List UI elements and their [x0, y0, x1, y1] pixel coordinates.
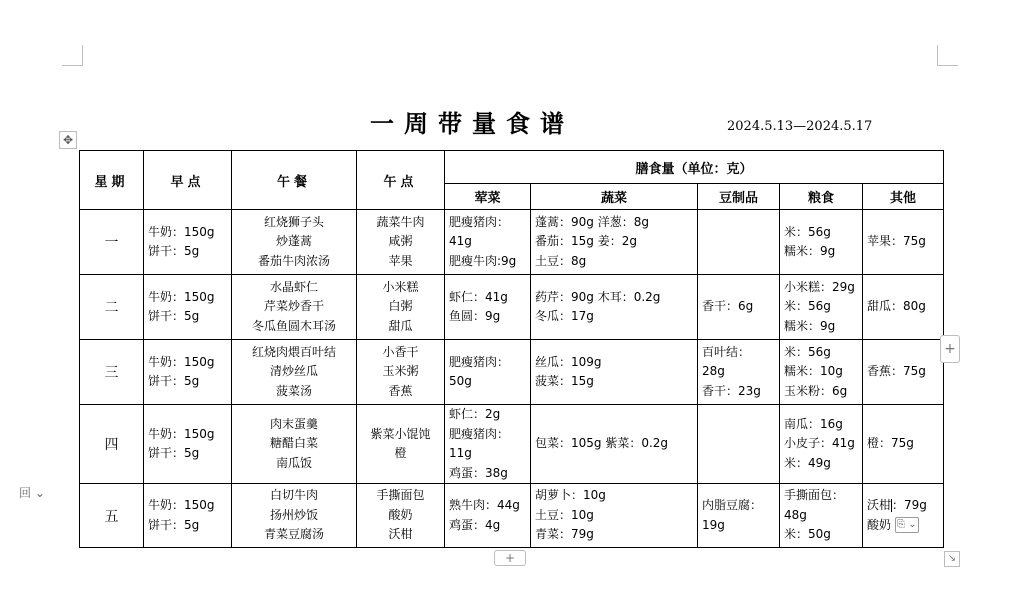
cell-line: 红烧狮子头	[263, 214, 324, 229]
cell-line: 肥瘦猪肉：	[449, 426, 510, 441]
cell-line: 菠菜：15g	[535, 374, 594, 388]
lunch-cell[interactable]	[232, 405, 357, 484]
weekly-menu-table	[79, 150, 944, 548]
cell-line: 甜瓜：80g	[867, 299, 926, 314]
snack-cell[interactable]	[357, 405, 445, 484]
breakfast-cell[interactable]	[144, 405, 232, 484]
cell-line: 糯米：9g	[784, 244, 836, 258]
cell-line: 菠菜汤	[275, 383, 312, 398]
header-amount-group: 膳食量（单位：克）	[445, 151, 944, 184]
document-title: 一周带量食谱	[370, 109, 574, 138]
table-row	[80, 340, 944, 405]
cell-line: 水晶虾仁	[269, 279, 318, 294]
snack-cell[interactable]	[357, 484, 445, 548]
cell-line: 蓬蒿：90g 洋葱：8g	[535, 214, 649, 229]
header-meat: 荤菜	[445, 184, 531, 210]
cell-line: 手撕面包	[376, 488, 425, 503]
cell-line: 米：56g	[784, 224, 831, 239]
soy-cell[interactable]	[698, 340, 780, 405]
cell-line: 甜瓜	[388, 318, 413, 333]
cell-line: 小皮子：41g	[784, 436, 855, 451]
cell-line: 炒蓬蒿	[275, 234, 312, 249]
cell-line: 50g	[449, 374, 472, 388]
cell-line: 11g	[449, 446, 472, 460]
cell-line: 包菜：105g 紫菜：0.2g	[535, 436, 669, 451]
breakfast-cell[interactable]	[144, 210, 232, 275]
meat-cell[interactable]	[445, 340, 531, 405]
cell-line: 蔬菜牛肉	[376, 214, 425, 229]
cell-line: 青菜豆腐汤	[263, 527, 324, 542]
table-row	[80, 275, 944, 340]
header-day: 星期	[80, 151, 144, 210]
cell-line: 香蕉	[388, 383, 413, 398]
lunch-cell[interactable]	[232, 484, 357, 548]
table-move-icon[interactable]: ✥	[59, 131, 77, 149]
soy-cell[interactable]	[698, 405, 780, 484]
cell-line: 小米糕	[382, 279, 419, 294]
cell-line: 肥瘦牛肉:9g	[449, 253, 517, 268]
day-cell[interactable]: 四	[80, 405, 144, 484]
cell-line: 芹菜炒香干	[263, 299, 324, 314]
other-cell[interactable]	[863, 275, 944, 340]
header-grain: 粮食	[780, 184, 863, 210]
header-row-1	[80, 151, 944, 184]
add-column-button[interactable]: +	[940, 335, 960, 363]
cell-line: 玉米粉：6g	[784, 383, 848, 398]
cell-line: 鸡蛋：4g	[449, 517, 501, 532]
date-range: 2024.5.13—2024.5.17	[727, 119, 873, 134]
header-lunch: 午餐	[232, 151, 357, 210]
veg-cell[interactable]	[531, 340, 698, 405]
cell-line: 冬瓜：17g	[535, 309, 594, 323]
snack-cell[interactable]	[357, 340, 445, 405]
cell-line: 48g	[784, 507, 807, 522]
other-cell[interactable]	[863, 405, 944, 484]
soy-cell[interactable]	[698, 275, 780, 340]
cell-line: 橙：75g	[867, 436, 914, 451]
header-other: 其他	[863, 184, 944, 210]
day-cell[interactable]: 二	[80, 275, 144, 340]
other-text-b: ：79g	[892, 498, 927, 512]
grain-cell[interactable]	[780, 275, 863, 340]
grain-cell[interactable]	[780, 405, 863, 484]
cell-line: 肥瘦猪肉：	[449, 354, 510, 369]
day-cell[interactable]: 五	[80, 484, 144, 548]
header-veg: 蔬菜	[531, 184, 698, 210]
soy-cell[interactable]	[698, 210, 780, 275]
breakfast-cell[interactable]	[144, 275, 232, 340]
grain-cell[interactable]	[780, 484, 863, 548]
snack-cell[interactable]	[357, 210, 445, 275]
cell-line: 米：50g	[784, 527, 831, 542]
cell-line: 药芹：90g 木耳：0.2g	[535, 289, 661, 304]
cell-line: 米：49g	[784, 455, 831, 470]
page-corner-mark-top-left	[62, 45, 83, 66]
cell-line: 小米糕：29g	[784, 279, 855, 294]
table-row	[80, 484, 944, 548]
breakfast-cell[interactable]	[144, 484, 232, 548]
table-row	[80, 210, 944, 275]
cell-line: 鱼圆：9g	[449, 309, 501, 323]
cell-line: 酸奶	[388, 507, 413, 522]
meat-cell[interactable]	[445, 210, 531, 275]
lunch-cell[interactable]	[232, 340, 357, 405]
other-text-c: 酸奶	[867, 517, 892, 532]
cell-line: 苹果	[388, 253, 413, 268]
cell-line: 沃柑	[388, 527, 413, 542]
cell-line: 饼干：5g	[148, 374, 200, 388]
day-cell[interactable]: 三	[80, 340, 144, 405]
cell-line: 南瓜：16g	[784, 416, 843, 431]
cell-line: 香干：23g	[702, 383, 761, 398]
cell-line: 丝瓜：109g	[535, 354, 602, 369]
cell-line: 米：56g	[784, 344, 831, 359]
table-resize-icon[interactable]: ↘	[944, 551, 960, 567]
cell-line: 饼干：5g	[148, 517, 200, 532]
cell-line: 青菜：79g	[535, 527, 594, 542]
cell-line: 牛奶：150g	[148, 289, 215, 304]
cell-line: 白粥	[388, 299, 413, 314]
other-cell[interactable]	[863, 340, 944, 405]
cell-line: 糖醋白菜	[269, 436, 318, 451]
cell-line: 牛奶：150g	[148, 426, 215, 441]
cell-line: 香蕉：75g	[867, 364, 926, 379]
cell-line: 鸡蛋：38g	[449, 465, 508, 480]
paste-options-icon[interactable]: ⎘ ⌄	[895, 517, 919, 533]
cell-line: 紫菜小馄饨	[370, 426, 431, 441]
row-tools-icon[interactable]: 回 ⌄	[19, 486, 45, 500]
cell-line: 糯米：9g	[784, 318, 836, 333]
cell-line: 苹果：75g	[867, 234, 926, 249]
cell-line: 小香干	[382, 344, 419, 359]
cell-line: 28g	[702, 364, 725, 379]
cell-line: 饼干：5g	[148, 309, 200, 323]
cell-line: 橙	[394, 446, 407, 460]
cell-line: 扬州炒饭	[269, 507, 318, 522]
cell-line: 冬瓜鱼圆木耳汤	[251, 318, 336, 333]
cell-line: 红烧肉煨百叶结	[251, 344, 336, 359]
cell-line: 41g	[449, 234, 472, 249]
cell-line: 土豆：8g	[535, 253, 587, 268]
other-text-a: 沃柑	[867, 498, 892, 512]
header-soy: 豆制品	[698, 184, 780, 210]
cell-line: 肥瘦猪肉：	[449, 214, 510, 229]
other-cell[interactable]	[863, 484, 944, 548]
cell-line: 清炒丝瓜	[269, 364, 318, 379]
veg-cell[interactable]	[531, 275, 698, 340]
lunch-cell[interactable]	[232, 210, 357, 275]
veg-cell[interactable]	[531, 405, 698, 484]
day-cell[interactable]: 一	[80, 210, 144, 275]
cell-line: 香干：6g	[702, 299, 754, 314]
cell-line: 胡萝卜：10g	[535, 488, 606, 503]
cell-line: 虾仁：41g	[449, 289, 508, 304]
cell-line	[867, 496, 939, 516]
cell-line: 牛奶：150g	[148, 498, 215, 512]
cell-line: 手撕面包：	[784, 488, 845, 503]
veg-cell[interactable]	[531, 484, 698, 548]
cell-line: 熟牛肉：44g	[449, 498, 520, 512]
cell-line	[867, 516, 939, 536]
cell-line: 19g	[702, 517, 725, 532]
cell-line: 番茄：15g 姜：2g	[535, 234, 637, 249]
cell-line: 土豆：10g	[535, 507, 594, 522]
grain-cell[interactable]	[780, 210, 863, 275]
cell-line: 虾仁：2g	[449, 407, 501, 421]
header-snack: 午点	[357, 151, 445, 210]
cell-line: 米：56g	[784, 299, 831, 314]
cell-line: 糯米：10g	[784, 364, 843, 379]
cell-line: 玉米粥	[382, 364, 419, 379]
lunch-cell[interactable]	[232, 275, 357, 340]
soy-cell[interactable]	[698, 484, 780, 548]
meat-cell[interactable]	[445, 484, 531, 548]
add-row-button[interactable]: +	[494, 550, 526, 566]
cell-line: 饼干：5g	[148, 446, 200, 460]
veg-cell[interactable]	[531, 210, 698, 275]
table-row	[80, 405, 944, 484]
other-cell[interactable]	[863, 210, 944, 275]
meat-cell[interactable]	[445, 405, 531, 484]
cell-line: 番茄牛肉浓汤	[257, 253, 330, 268]
cell-line: 饼干：5g	[148, 244, 200, 258]
meat-cell[interactable]	[445, 275, 531, 340]
cell-line: 白切牛肉	[269, 488, 318, 503]
cell-line: 百叶结：	[702, 344, 751, 359]
cell-line: 南瓜饭	[275, 455, 312, 470]
breakfast-cell[interactable]	[144, 340, 232, 405]
cell-line: 咸粥	[388, 234, 413, 249]
page-corner-mark-top-right	[937, 45, 958, 66]
cell-line: 肉末蛋羹	[269, 416, 318, 431]
header-breakfast: 早点	[144, 151, 232, 210]
cell-line: 内脂豆腐：	[702, 498, 763, 512]
snack-cell[interactable]	[357, 275, 445, 340]
cell-line: 牛奶：150g	[148, 224, 215, 239]
cell-line: 牛奶：150g	[148, 354, 215, 369]
grain-cell[interactable]	[780, 340, 863, 405]
